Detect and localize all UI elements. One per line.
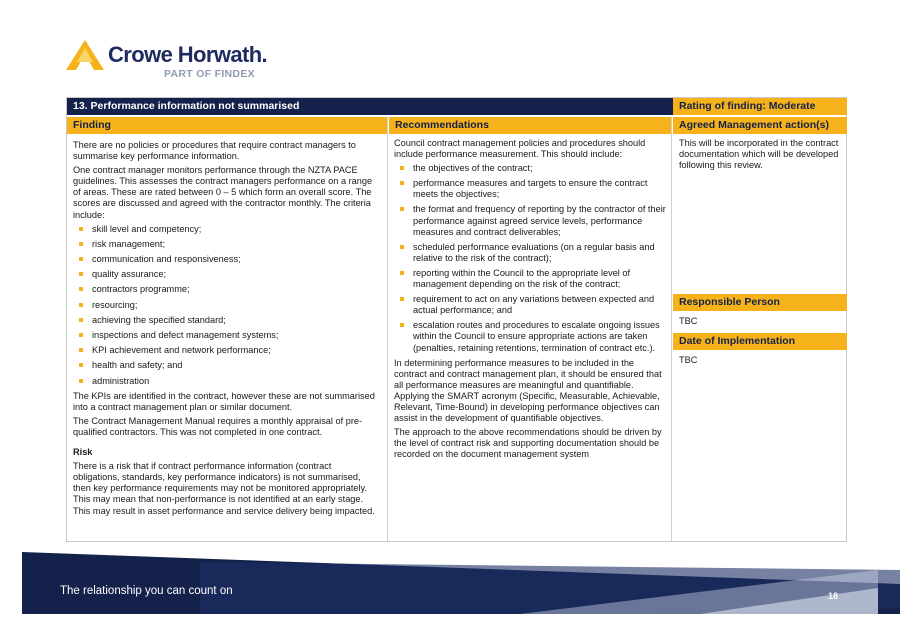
list-item: escalation routes and procedures to escalate ongoing issues within the Council to ensure appropriate actions are taken (penalties, retaining retentions, termination of contract etc.). — [394, 320, 668, 353]
finding-paragraph: The KPIs are identified in the contract, however these are not summarised into a contract management plan or similar document. — [73, 390, 375, 412]
list-item: performance measures and targets to ensure the contract meets the objectives; — [394, 178, 668, 200]
list-item: the objectives of the contract; — [394, 163, 668, 174]
finding-cell — [73, 140, 379, 520]
company-logo — [66, 38, 266, 82]
recommendations-paragraph: In determining performance measures to be included in the contract and contract management plan, it should be ensured that all performance measures are meaningful and quantifiable. Applying the SMART acronym (Specific, Measurable, Achievable, Relevant, Time-Bound) in developing performance objectives can assist in the development of quantifiable objectives. — [394, 357, 662, 424]
implementation-date-value: TBC — [679, 355, 698, 365]
recommendations-paragraph: The approach to the above recommendations should be driven by the level of contract risk and supporting documentation should be recorded on the document management system — [394, 427, 662, 460]
logo-name: Crowe Horwath. — [108, 42, 268, 67]
finding-table — [66, 97, 847, 542]
list-item: contractors programme; — [73, 284, 379, 295]
criteria-list — [73, 224, 379, 387]
list-item: scheduled performance evaluations (on a regular basis and relative to the risk of the contract); — [394, 242, 668, 264]
list-item: health and safety; and — [73, 360, 379, 371]
column-header-agreed-action: Agreed Management action(s) — [673, 117, 847, 134]
list-item: skill level and competency; — [73, 224, 379, 235]
page-number: 18 — [828, 591, 839, 601]
list-item: requirement to act on any variations between expected and actual performance; and — [394, 294, 668, 316]
column-header-recommendations: Recommendations — [389, 117, 671, 134]
agreed-action-text: This will be incorporated in the contract documentation which will be developed following this review. — [679, 138, 839, 171]
column-header-finding: Finding — [67, 117, 387, 134]
finding-paragraph: One contract manager monitors performance through the NZTA PACE guidelines. This assesses the contract managers performance on a range of areas. These are rated between 0 – 5 which form an overall score. The scores are discussed and agreed with the contractor monthly. The criteria include: — [73, 165, 373, 220]
responsible-person-value: TBC — [679, 316, 698, 326]
recommendations-intro: Council contract management policies and procedures should include performance measurement. This should include: — [394, 138, 646, 160]
list-item: the format and frequency of reporting by the contractor of their performance against agreed service levels, performance measures and contract deliverables; — [394, 204, 668, 237]
recommendations-cell — [394, 138, 668, 463]
list-item: reporting within the Council to the appropriate level of management depending on the risk of the contract; — [394, 268, 668, 290]
responsible-person-header: Responsible Person — [673, 294, 847, 311]
list-item: resourcing; — [73, 300, 379, 311]
logo-mark-icon — [66, 40, 104, 70]
list-item: risk management; — [73, 239, 379, 250]
risk-text: There is a risk that if contract performance information (contract obligations, standards, key performance indicators) is not summarised, then key performance requirements may not be monitored appropriately. This may mean that non-performance is not identified at an early stage. This may result in asset performance and service delivery being impacted. — [73, 461, 375, 516]
finding-paragraph: The Contract Management Manual requires a monthly appraisal of pre-qualified contractors. This was not completed in one contract. — [73, 415, 363, 437]
list-item: quality assurance; — [73, 269, 379, 280]
list-item: inspections and defect management systems; — [73, 330, 379, 341]
finding-paragraph: There are no policies or procedures that require contract managers to summarise key performance information. — [73, 140, 356, 162]
finding-title: 13. Performance information not summarised — [67, 98, 673, 115]
list-item: achieving the specified standard; — [73, 315, 379, 326]
risk-heading: Risk — [73, 447, 93, 458]
footer-tagline: The relationship you can count on — [60, 585, 233, 597]
list-item: administration — [73, 376, 379, 387]
list-item: KPI achievement and network performance; — [73, 345, 379, 356]
finding-rating: Rating of finding: Moderate — [673, 98, 847, 115]
column-divider — [671, 117, 672, 541]
recommendations-list — [394, 163, 668, 353]
column-divider — [387, 117, 388, 541]
list-item: communication and responsiveness; — [73, 254, 379, 265]
implementation-date-header: Date of Implementation — [673, 333, 847, 350]
logo-subtitle: PART OF FINDEX — [164, 68, 255, 80]
footer-band — [0, 548, 901, 638]
